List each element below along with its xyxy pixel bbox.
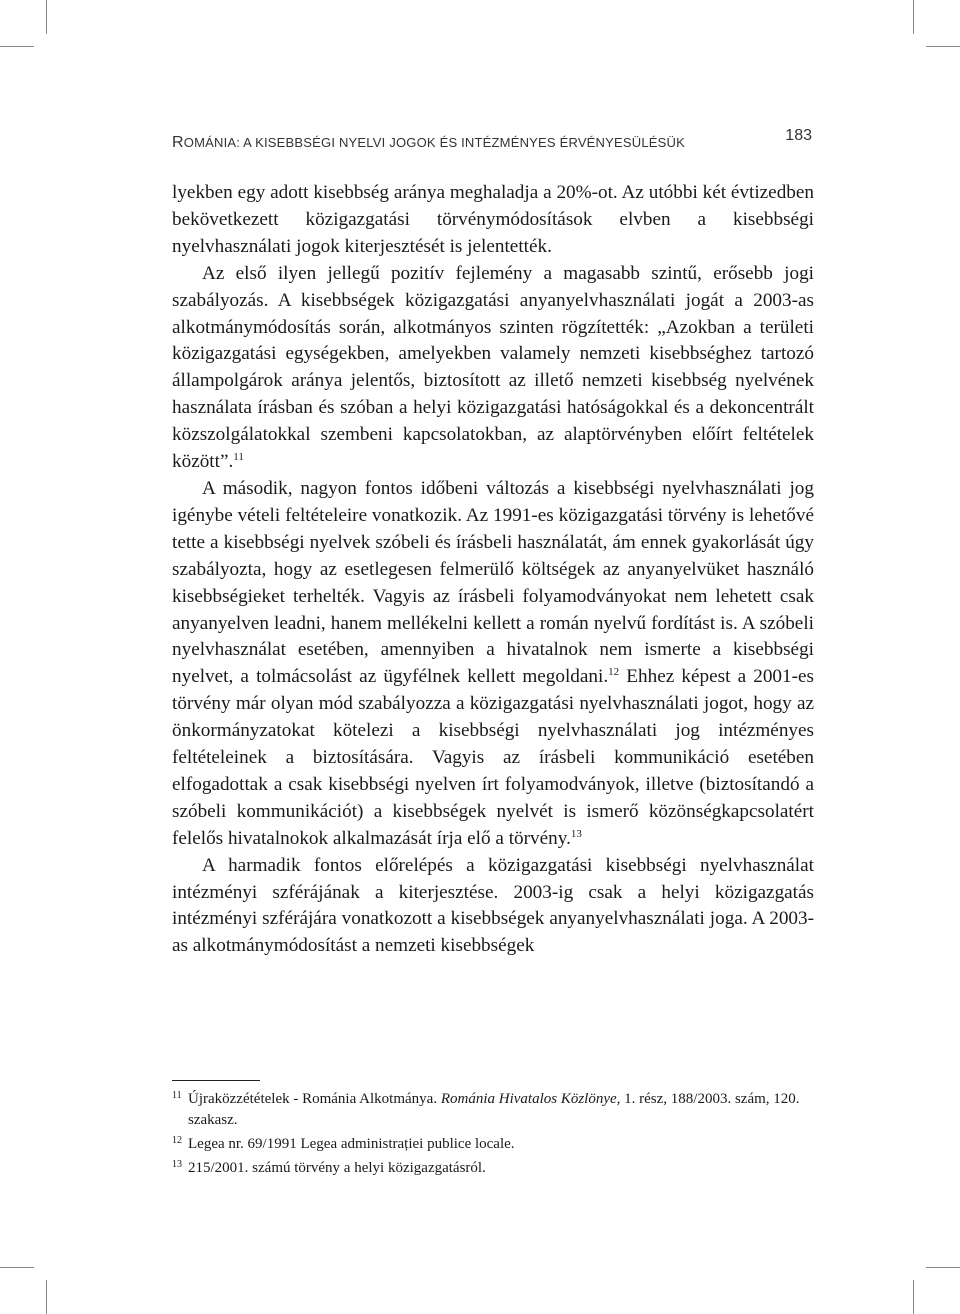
footnote-text-part: Újraközzétételek - Románia Alkotmánya. [188,1091,441,1107]
paragraph-4: A harmadik fontos előrelépés a közigazgatási kisebbségi nyelvhasználat intézményi szférájának a kiterjesztése. 2003-ig csak a helyi közigazgatás intézményi szférájára vonatkozott a kisebbségek anyanyelvhasználati joga. A 2003-as alkotmánymódosítást a nemzeti kisebbségek [172,854,814,957]
footnote-number: 11 [172,1090,182,1101]
footnote-source-title: Románia Hivatalos Közlönye, [440,1091,621,1107]
page-number: 183 [785,127,812,144]
running-head [172,134,812,152]
crop-mark [926,46,960,47]
footnote-text [186,1089,814,1131]
crop-mark [0,1267,34,1268]
footnote-ref-12[interactable]: 12 [608,666,620,679]
body-text [172,180,814,960]
footnote-number: 13 [172,1159,182,1170]
footnote-ref-11[interactable]: 11 [233,451,244,464]
footnote-text: 215/2001. számú törvény a helyi közigazgatásról. [188,1160,486,1176]
crop-mark [913,1280,914,1314]
crop-mark [0,46,34,47]
footnote-ref-13[interactable]: 13 [570,827,582,840]
footnote-text-part: 1. rész, 188/2003. szám, 120. szakasz. [188,1091,800,1128]
footnotes [172,1089,814,1182]
running-head-text: OMÁNIA: A KISEBBSÉGI NYELVI JOGOK ÉS INTÉZMÉNYES ÉRVÉNYESÜLÉSÜK [183,135,685,150]
paragraph-3-text-b: Ehhez képest a 2001-es törvény már olyan mód szabályozza a közigazgatási nyelvhasználati jogot, hogy az önkormányzatokat kötelezi a kisebbségi nyelvhasználati jog intézményes feltételeinek a biztosítására. Vagyis az írásbeli kommunikáció esetében elfogadottak a csak kisebbségi nyelven írt folyamodványok, illetve (biztosítandó a szóbeli kommunikációt) a kisebbségek nyelvét is ismerő közönségkapcsolatért felelős hivatalnokok alkalmazását írja elő a törvény. [172,666,814,849]
crop-mark [913,0,914,34]
paragraph-3 [172,476,814,853]
paragraph-2 [172,261,814,476]
footnote-13 [172,1158,814,1179]
footnote-text: Legea nr. 69/1991 Legea administrației publice locale. [188,1136,515,1152]
footnote-12 [172,1134,814,1155]
paragraph-3-text-a: A második, nagyon fontos időbeni változás a kisebbségi nyelvhasználati jog igénybe vételi feltételeire vonatkozik. Az 1991-es közigazgatási törvény is lehetővé tette a kisebbségi nyelvek szóbeli és írásbeli használatát, ám ennek gyakorlását úgy szabályozta, hogy az esetlegesen felmerülő költségek az anyanyelvüket használó kisebbségieket terhelték. Vagyis az írásbeli folyamodványokat nem lehetett csak anyanyelven leadni, hanem mellékelni kellett a román nyelvű fordítást is. A szóbeli nyelvhasználat esetében, amennyiben a hivatalnok nem ismerte a kisebbségi nyelvet, a tolmácsolást az ügyfélnek kellett megoldani. [172,477,814,688]
footnote-number: 12 [172,1135,182,1146]
crop-mark [46,1280,47,1314]
crop-mark [46,0,47,34]
running-head-initial: R [172,134,184,151]
footnote-separator [172,1080,260,1081]
footnote-11 [172,1089,814,1131]
paragraph-2-text: Az első ilyen jellegű pozitív fejlemény a magasabb szintű, erősebb jogi szabályozás. A kisebbségek közigazgatási anyanyelvhasználati jogát a 2003-as alkotmánymódosítás során, alkotmányos szinten rögzítették: „Azokban a területi közigazgatási egységekben, amelyekben valamely nemzeti kisebbséghez tartozó állampolgárok aránya jelentős, biztosított az illető nemzeti kisebbség nyelvének használata írásban és szóban a helyi közigazgatási hatóságokkal és a dekoncentrált közszolgálatokkal szembeni kapcsolatokban, az alaptörvényben előírt feltételek között”. [172,262,814,473]
crop-mark [926,1267,960,1268]
paragraph-1: lyekben egy adott kisebbség aránya meghaladja a 20%-ot. Az utóbbi két évtizedben bekövetkezett közigazgatási törvénymódosítások elvben a kisebbségi nyelvhasználati jogok kiterjesztését is jelentették. [172,182,814,257]
